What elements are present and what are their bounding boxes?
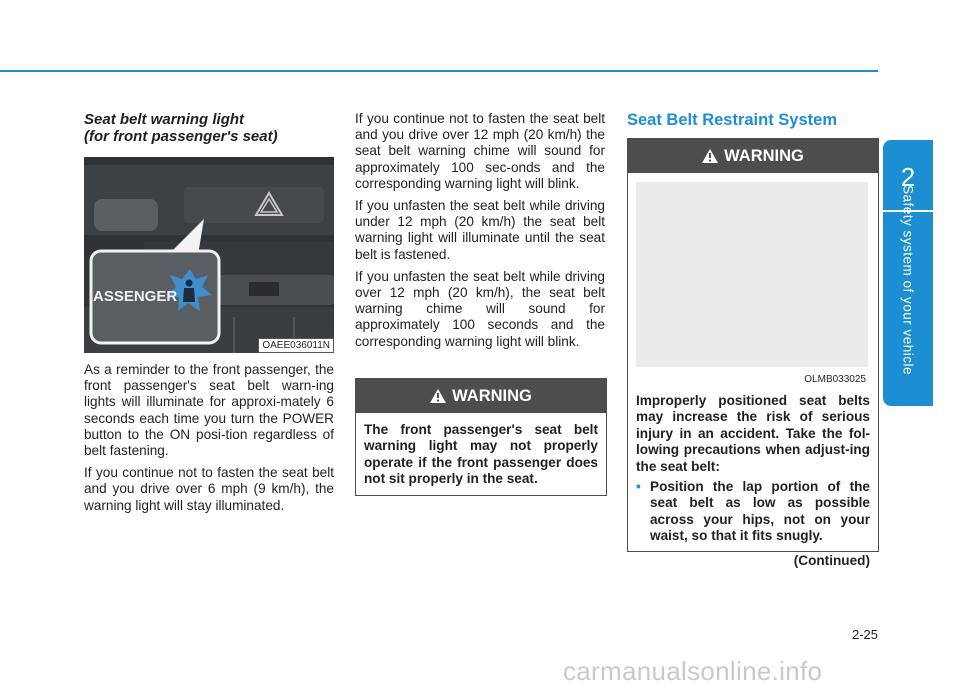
warning-triangle-icon bbox=[702, 149, 718, 163]
paragraph: As a reminder to the front passenger, the front passenger's seat belt warn-ing lights will illuminate for approxi-mately 6 seconds each time you turn the POWER button to the ON posi-tion regardless of belt fastening. bbox=[84, 362, 334, 459]
warning-box-passenger-light bbox=[355, 378, 607, 496]
warning-text: The front passenger's seat belt warning light may not properly operate if the front passenger does not sit properly in the seat. bbox=[364, 422, 598, 487]
heading-line-1: Seat belt warning light bbox=[84, 111, 245, 128]
warning-header bbox=[356, 379, 606, 413]
warning-box-restraint bbox=[627, 138, 879, 568]
dashboard-photo bbox=[84, 157, 334, 353]
top-rule bbox=[0, 70, 878, 72]
chapter-title: Safety system of your vehicle bbox=[900, 184, 916, 376]
dashboard-illustration bbox=[84, 157, 334, 353]
warning-text: Improperly positioned seat belts may increase the risk of serious injury in an accident. Take the fol-lowing precautions when adjust-ing the seat belt: bbox=[636, 393, 870, 474]
seat-belt-image-placeholder bbox=[636, 182, 868, 385]
warning-triangle-icon bbox=[430, 389, 446, 403]
bullet-item bbox=[636, 479, 870, 545]
column1-body bbox=[84, 362, 334, 520]
paragraph: If you unfasten the seat belt while driving under 12 mph (20 km/h) the seat belt warning light will illuminate until the seat belt is fastened. bbox=[355, 198, 605, 262]
paragraph: If you continue not to fasten the seat belt and you drive over 12 mph (20 km/h) the seat belt warning chime will sound for approximately 100 sec-onds and the corresponding warning light will blink. bbox=[355, 111, 605, 191]
bullet-text: Position the lap portion of the seat belt as low as possible across your hips, not on your waist, so that it fits snugly. bbox=[650, 479, 870, 544]
paragraph: If you continue not to fasten the seat belt and you drive over 6 mph (9 km/h), the warning light will stay illuminated. bbox=[84, 465, 334, 513]
watermark: carmanualsonline.info bbox=[563, 656, 823, 686]
section-title: Seat Belt Restraint System bbox=[627, 111, 837, 129]
paragraph: If you unfasten the seat belt while driving over 12 mph (20 km/h), the seat belt warning chime will sound for approximately 100 seconds and the corresponding warning light will blink. bbox=[355, 268, 605, 349]
image-code: OLMB033025 bbox=[804, 374, 866, 385]
seat-belt-warning-heading bbox=[84, 111, 334, 145]
bullet-icon: • bbox=[636, 479, 641, 495]
warning-title: WARNING bbox=[452, 387, 532, 405]
continued-label: (Continued) bbox=[793, 552, 870, 568]
photo-code: OAEE036011N bbox=[258, 338, 334, 353]
warning-content bbox=[628, 367, 878, 569]
page-number: 2-25 bbox=[851, 627, 878, 642]
heading-line-2: (for front passenger's seat) bbox=[84, 128, 278, 145]
column2-body bbox=[355, 111, 605, 356]
chapter-tab bbox=[883, 140, 933, 406]
warning-header bbox=[628, 139, 878, 173]
chapter-number: 2 bbox=[900, 162, 916, 192]
warning-title: WARNING bbox=[724, 147, 804, 165]
passenger-label: ASSENGER bbox=[93, 288, 178, 305]
